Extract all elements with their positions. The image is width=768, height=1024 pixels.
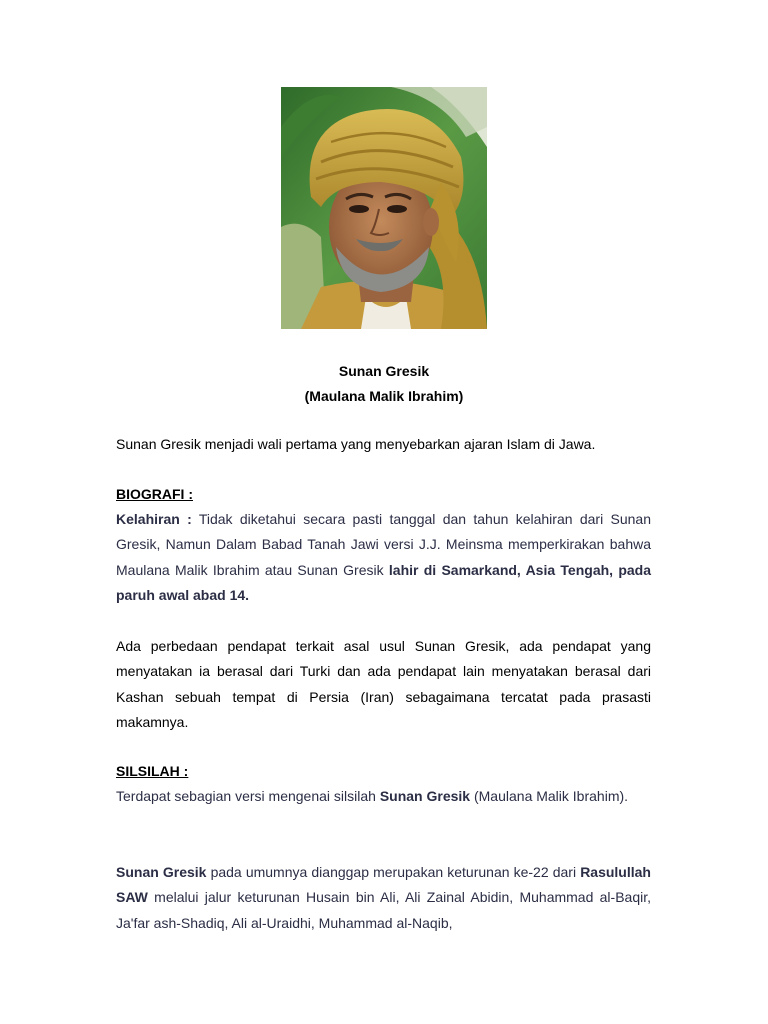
biografi-text: Tidak diketahui secara pasti tanggal dan tahun kelahiran dari Sunan Gresik, Namun Dalam Babad Tanah Jawi versi J.J. Meinsma memperkirakan bahwa Maulana Malik Ibrahim atau Sunan Gresik (116, 511, 651, 578)
intro-paragraph: Sunan Gresik menjadi wali pertama yang menyebarkan ajaran Islam di Jawa. (116, 436, 596, 452)
keturunan-text-1: pada umumnya dianggap merupakan keturunan ke-22 dari (206, 864, 581, 880)
document-subtitle: (Maulana Malik Ibrahim) (304, 388, 464, 404)
keturunan-text-2: melalui jalur keturunan Husain bin Ali, Ali Zainal Abidin, Muhammad al-Baqir, Ja'far ash-Shadiq, Ali al-Uraidhi, Muhammad al-Naqib, (116, 889, 651, 931)
biografi-bold-text: lahir di Samarkand, Asia Tengah, pada paruh awal abad 14. (116, 561, 652, 603)
silsilah-text-2: (Maulana Malik Ibrahim). (470, 788, 629, 804)
kelahiran-label: Kelahiran : (116, 511, 192, 527)
section-heading-silsilah: SILSILAH : (116, 763, 189, 779)
keturunan-bold-2: Rasulullah SAW (116, 864, 651, 906)
keturunan-paragraph (116, 860, 651, 936)
silsilah-text-1: Terdapat sebagian versi mengenai silsilah (116, 788, 380, 804)
asal-usul-paragraph: Ada perbedaan pendapat terkait asal usul Sunan Gresik, ada pendapat yang menyatakan ia berasal dari Turki dan ada pendapat lain menyatakan berasal dari Kashan sebuah tempat di Persia (Iran) sebagaimana tercatat pada prasasti makamnya. (116, 638, 651, 730)
silsilah-paragraph (116, 784, 651, 809)
keturunan-bold-1: Sunan Gresik (116, 864, 207, 880)
section-heading-biografi: BIOGRAFI : (116, 486, 193, 502)
document-title: Sunan Gresik (338, 363, 430, 379)
biografi-paragraph (116, 507, 651, 608)
portrait-image (281, 87, 487, 329)
silsilah-bold: Sunan Gresik (379, 788, 471, 804)
